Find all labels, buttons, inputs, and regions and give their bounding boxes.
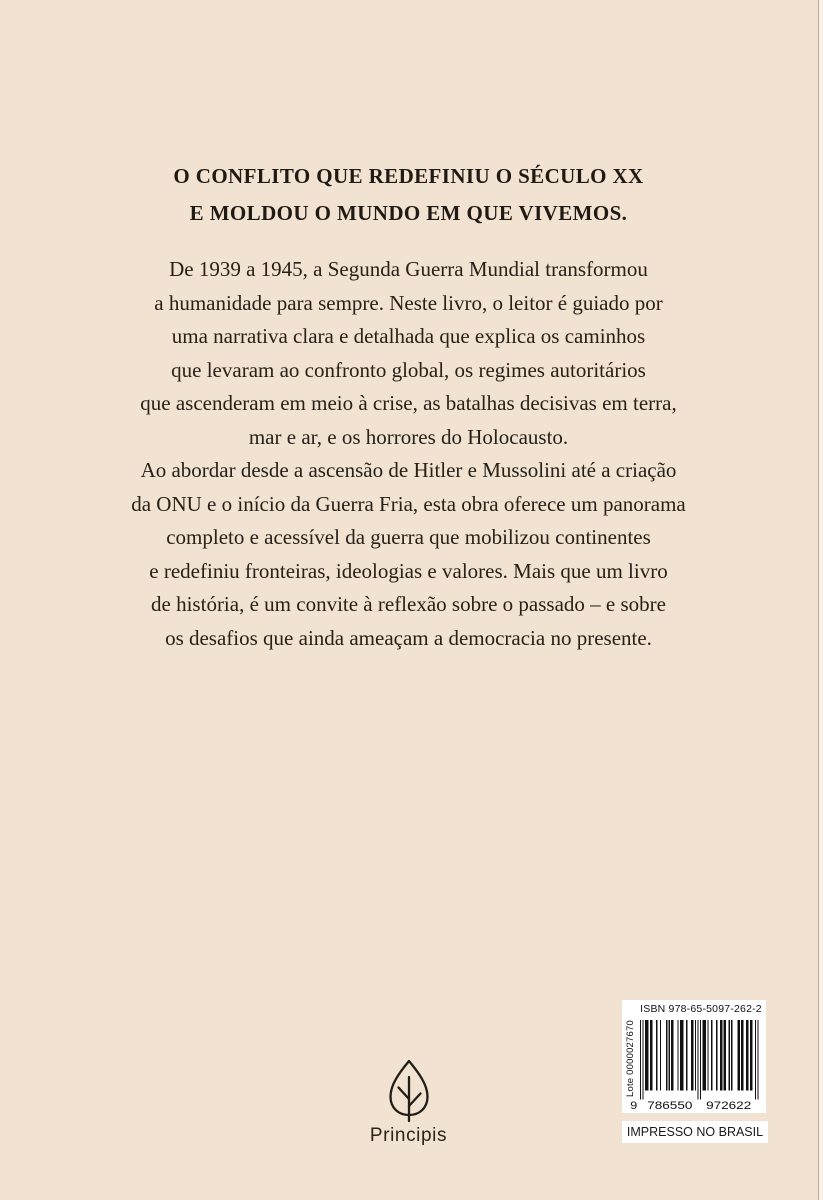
leaf-icon: [385, 1059, 433, 1123]
ean-barcode: [626, 1020, 760, 1110]
body-line: uma narrativa clara e detalhada que explica os caminhos: [171, 324, 646, 348]
body-line: a humanidade para sempre. Neste livro, o leitor é guiado por: [154, 290, 663, 315]
headline: [0, 158, 817, 232]
printed-in-brazil-box: [622, 1121, 768, 1143]
body-line: mar e ar, e os horrores do Holocausto.: [248, 424, 569, 449]
body-line: Ao abordar desde a ascensão de Hitler e Mussolini até a criação: [140, 458, 677, 482]
body-line: e redefiniu fronteiras, ideologias e valores. Mais que um livro: [149, 558, 668, 583]
body-line: da ONU e o início da Guerra Fria, esta obra oferece um panorama: [131, 491, 686, 516]
cover-edge-strip: [819, 0, 823, 1200]
ean-digit-group: 786550: [647, 1099, 693, 1110]
ean-digit-group: 972622: [706, 1099, 752, 1110]
publisher-name: Principis: [369, 1125, 448, 1146]
body-line: os desafios que ainda ameaçam a democracia no presente.: [165, 625, 652, 650]
printed-in-brazil-label: IMPRESSO NO BRASIL: [626, 1125, 764, 1139]
ean-digit-prefix: 9: [630, 1099, 638, 1110]
headline-line: E MOLDOU O MUNDO EM QUE VIVEMOS.: [189, 201, 628, 225]
lote-number: Lote 0000027670: [625, 1020, 636, 1097]
body-line: de história, é um convite à reflexão sobre o passado – e sobre: [151, 592, 666, 616]
body-line: completo e acessível da guerra que mobilizou continentes: [166, 525, 651, 549]
body-line: De 1939 a 1945, a Segunda Guerra Mundial transformou: [169, 257, 648, 281]
headline-line: O CONFLITO QUE REDEFINIU O SÉCULO XX: [173, 164, 644, 188]
body-line: que levaram ao confronto global, os regimes autoritários: [171, 357, 646, 382]
isbn-label: ISBN 978-65-5097-262-2: [640, 1003, 762, 1015]
barcode-block: [622, 1000, 766, 1113]
body-line: que ascenderam em meio à crise, as batalhas decisivas em terra,: [140, 391, 677, 415]
body-text: [60, 253, 757, 655]
